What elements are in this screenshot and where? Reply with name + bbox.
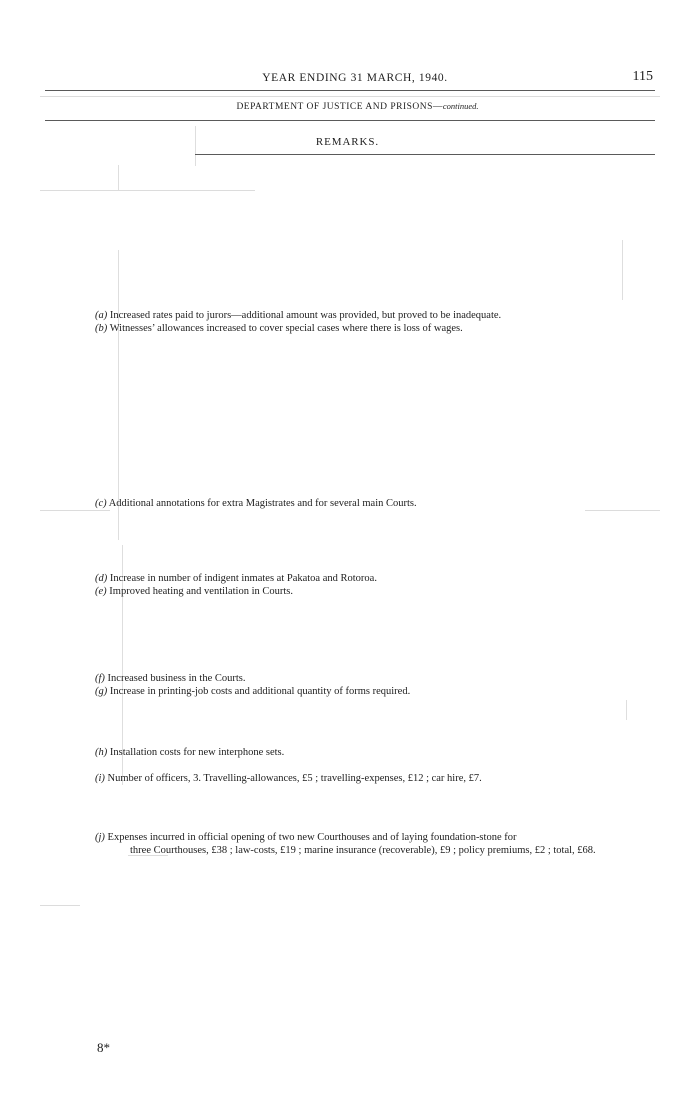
remark-i [95,772,482,785]
department-heading [0,101,700,112]
ghost-rule [40,510,110,511]
page-number: 115 [632,69,653,84]
remark-g [95,685,410,698]
remark-label: (c) [95,498,107,509]
remark-text-continued: three Courthouses, £38 ; law-costs, £19 ; marine insurance (recoverable), £9 ; policy premiums, £2 ; total, £68. [130,844,596,856]
remark-text: Increased rates paid to jurors—additional amount was provided, but proved to be inadequate. [109,310,502,321]
remark-f [95,672,245,685]
remark-label: (g) [95,686,108,697]
remark-label: (j) [95,832,105,843]
remark-d [95,572,377,585]
ghost-rule [626,700,627,720]
remark-label: (i) [95,773,105,784]
remark-text: Additional annotations for extra Magistrates and for several main Courts. [108,498,417,509]
remark-label: (a) [95,310,108,321]
running-header-title: YEAR ENDING 31 MARCH, 1940. [262,72,448,84]
department-name: DEPARTMENT OF JUSTICE AND PRISONS— [236,102,443,112]
remark-text: Improved heating and ventilation in Courts. [109,586,293,597]
remarks-rule [195,154,655,155]
ghost-rule [40,905,80,906]
remark-label: (h) [95,747,108,758]
ghost-rule [622,240,623,300]
ghost-rule [40,96,660,97]
section-title-remarks: REMARKS. [315,136,380,148]
remark-text: Increase in number of indigent inmates at Pakatoa and Rotoroa. [109,573,377,584]
remark-text: Number of officers, 3. Travelling-allowances, £5 ; travelling-expenses, £12 ; car hire, £7. [107,773,482,784]
remark-j [95,832,655,857]
remark-e [95,585,293,598]
remark-c [95,497,417,510]
remark-a [95,309,501,322]
header-rule [45,90,655,91]
remark-label: (d) [95,573,108,584]
ghost-rule [118,165,119,190]
remark-h [95,746,284,759]
remark-text: Expenses incurred in official opening of two new Courthouses and of laying foundation-stone for [107,832,517,843]
remark-label: (b) [95,323,108,334]
remark-text: Installation costs for new interphone sets. [109,747,285,758]
signature-mark: 8* [97,1040,110,1055]
department-rule [45,120,655,121]
remark-text: Increased business in the Courts. [107,673,246,684]
ghost-rule [585,510,660,511]
remark-text: Witnesses’ allowances increased to cover special cases where there is loss of wages. [109,323,463,334]
remark-b [95,322,463,335]
ghost-rule [40,190,255,191]
remark-label: (f) [95,673,105,684]
department-continued: continued. [442,101,479,111]
remark-text: Increase in printing-job costs and additional quantity of forms required. [109,686,411,697]
remark-label: (e) [95,586,107,597]
